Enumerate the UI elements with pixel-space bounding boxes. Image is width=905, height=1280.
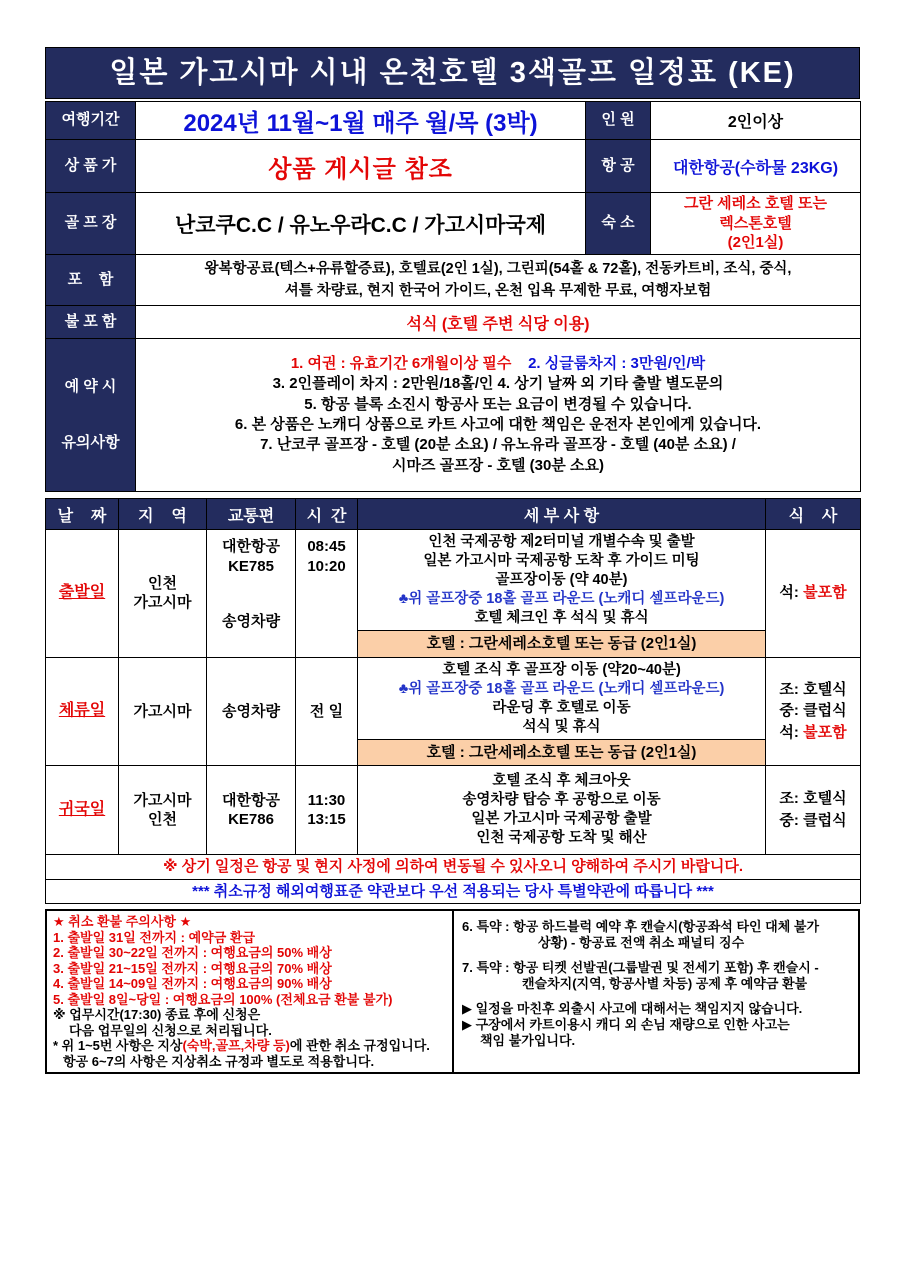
lodging-line: 그란 세레소 호텔 또는 [684,195,827,213]
schedule-table [45,498,861,904]
price-value: 상품 게시글 참조 [136,140,586,193]
pax-value: 2인이상 [651,102,861,140]
special-term-7: 7. 특약 : 항공 티켓 선발권(그룹발권 및 전세기 포함) 후 캔슬시 - 캔슬차지(지역, 항공사별 차등) 공제 후 예약금 환불 [462,960,819,991]
refund-rule-2: 2. 출발일 30~22일 전까지 : 여행요금의 50% 배상 [53,945,332,960]
trip-period-value: 2024년 11월~1월 매주 월/목 (3박) [136,102,586,140]
header-time: 시 간 [296,499,358,530]
booking-notes-label-line: 유의사항 [61,433,120,451]
booking-notes-label [46,339,136,492]
lodging-line: 렉스톤호텔 [719,214,792,232]
office-hours-note-2: 다음 업무일의 신청으로 처리됩니다. [69,1022,272,1038]
page-title: 일본 가고시마 시내 온천호텔 3색골프 일정표 (KE) [45,47,860,99]
itinerary-document [45,47,860,1074]
detail-line: 석식 및 휴식 [522,718,601,735]
liability-note-2-cont: 책임 불가입니다. [480,1033,576,1048]
notice-cancellation-terms: *** 취소규정 해외여행표준 약관보다 우선 적용되는 당사 특별약관에 따릅니다 *** [46,880,861,904]
booking-notes-label-line: 예 약 시 [64,377,117,395]
cancellation-refund-policy [47,911,454,1072]
header-meals: 식 사 [766,499,861,530]
office-hours-note-1: ※ 업무시간(17:30) 종료 후에 신청은 [53,1007,261,1022]
day-stay: 체류일 [46,657,119,766]
note-line-1: 1. 여권 : 유효기간 6개월이상 필수 2. 싱글룸차지 : 3만원/인/박 [290,354,706,372]
refund-rule-4: 4. 출발일 14~09일 전까지 : 여행요금의 90% 배상 [53,976,332,991]
meals-departure: 석: 불포함 [766,530,861,658]
detail-line: 일본 가고시마 국제공항 출발 [471,811,652,827]
time-departure: 08:45 10:20 [296,530,358,658]
details-departure [358,530,766,658]
row-excluded [46,306,861,339]
booking-notes-value [136,339,861,492]
pax-label: 인 원 [586,102,651,140]
included-line: 왕복항공료(텍스+유류할증료), 호텔료(2인 1실), 그린피(54홀 & 72홀), 전동카트비, 조식, 중식, [204,260,792,277]
cancellation-title: ★ 취소 환불 주의사항 ★ [53,914,192,929]
refund-rule-3: 3. 출발일 21~15일 전까지 : 여행요금의 70% 배상 [53,960,332,976]
included-label: 포 함 [46,255,136,306]
refund-rule-5: 5. 출발일 8일~당일 : 여행요금의 100% (전체요금 환불 불가) [53,991,393,1007]
schedule-row-departure [46,530,861,658]
note-line-5: 7. 난코쿠 골프장 - 호텔 (20분 소요) / 유노유라 골프장 - 호텔 (40분 소요) / [260,436,736,454]
airline-label: 항 공 [586,140,651,193]
region-stay: 가고시마 [119,657,207,766]
included-line: 셔틀 차량료, 현지 한국어 가이드, 온천 입욕 무제한 무료, 여행자보험 [284,283,712,299]
trip-period-label: 여행기간 [46,102,136,140]
details-stay [358,657,766,766]
included-value [136,255,861,306]
header-region: 지 역 [119,499,207,530]
header-transport: 교통편 [207,499,296,530]
note-line-2: 3. 2인플레이 차지 : 2만원/18홀/인 4. 상기 날짜 외 기타 출발 별도문의 [272,375,724,393]
hotel-highlight-stay: 호텔 : 그란세레소호텔 또는 동급 (2인1실) [358,739,765,766]
meals-stay: 조: 호텔식 중: 클럽식 석: 불포함 [766,657,861,766]
liability-note-1: ▶ 일정을 마친후 외출시 사고에 대해서는 책임지지 않습니다. [462,1001,803,1016]
note-line-3: 5. 항공 블록 소진시 항공사 또는 요금이 변경될 수 있습니다. [304,395,692,413]
excluded-label: 불 포 함 [46,306,136,339]
footer-terms [45,909,860,1074]
meals-return: 조: 호텔식 중: 클럽식 [766,766,861,855]
schedule-header-row [46,499,861,530]
refund-rule-1: 1. 출발일 31일 전까지 : 예약금 환급 [53,929,255,945]
detail-line-golf-round: ♣위 골프장중 18홀 골프 라운드 (노캐디 셀프라운드) [398,591,725,607]
air-rule-note: 항공 6~7의 사항은 지상취소 규정과 별도로 적용합니다. [63,1053,375,1069]
golf-label: 골 프 장 [46,193,136,255]
time-return: 11:30 13:15 [296,766,358,855]
transport-departure: 대한항공 KE785 송영차량 [207,530,296,658]
airline-value: 대한항공(수하물 23KG) [651,140,861,193]
ground-rule-note: * 위 1~5번 사항은 지상(숙박,골프,차량 등)에 관한 취소 규정입니다. [53,1038,430,1053]
detail-line: 일본 가고시마 국제공항 도착 후 가이드 미팅 [423,553,700,569]
lodging-line: (2인1실) [727,234,784,252]
detail-line: 호텔 조식 후 골프장 이동 (약20~40분) [442,661,681,678]
schedule-row-return [46,766,861,855]
row-price [46,140,861,193]
golf-value: 난코쿠C.C / 유노우라C.C / 가고시마국제 [136,193,586,255]
row-included [46,255,861,306]
special-terms [454,911,858,1072]
day-return: 귀국일 [46,766,119,855]
region-departure: 인천 가고시마 [119,530,207,658]
lodging-value [651,193,861,255]
row-trip-period [46,102,861,140]
detail-line: 호텔 체크인 후 석식 및 휴식 [474,610,649,626]
detail-line: 인천 국제공항 제2터미널 개별수속 및 출발 [428,534,695,550]
detail-line: 호텔 조식 후 체크아웃 [492,773,631,789]
transport-return: 대한항공 KE786 [207,766,296,855]
detail-line: 인천 국제공항 도착 및 해산 [476,830,647,846]
detail-line: 라운딩 후 호텔로 이동 [492,699,631,716]
note-line-4: 6. 본 상품은 노캐디 상품으로 카트 사고에 대한 책임은 운전자 본인에게 있습니다. [234,416,762,433]
note-line-6: 시마즈 골프장 - 호텔 (30분 소요) [392,456,604,474]
header-date: 날 짜 [46,499,119,530]
liability-note-2: ▶ 구장에서 카트이용시 캐디 외 손님 재량으로 인한 사고는 [462,1017,790,1032]
liability-notes [462,1001,850,1049]
detail-line: 골프장이동 (약 40분) [495,572,628,588]
details-return [358,766,766,855]
row-booking-notes [46,339,861,492]
time-stay: 전 일 [296,657,358,766]
header-details: 세 부 사 항 [358,499,766,530]
special-term-6: 6. 특약 : 항공 하드블럭 예약 후 캔슬시(항공좌석 타인 대체 불가 상황) - 항공료 전액 취소 패널티 징수 [462,919,820,950]
row-golf-course [46,193,861,255]
excluded-value: 석식 (호텔 주변 식당 이용) [136,306,861,339]
trip-info-table [45,101,861,492]
detail-line-golf-round: ♣위 골프장중 18홀 골프 라운드 (노캐디 셀프라운드) [398,680,725,697]
region-return: 가고시마 인천 [119,766,207,855]
price-label: 상 품 가 [46,140,136,193]
transport-stay: 송영차량 [207,657,296,766]
day-departure: 출발일 [46,530,119,658]
hotel-highlight-departure: 호텔 : 그란세레소호텔 또는 동급 (2인1실) [358,630,765,657]
notice-schedule-change: ※ 상기 일정은 항공 및 현지 사정에 의하여 변동될 수 있사오니 양해하여 주시기 바랍니다. [46,855,861,880]
detail-line: 송영차량 탑승 후 공항으로 이동 [462,792,661,808]
lodging-label: 숙 소 [586,193,651,255]
schedule-row-stay [46,657,861,766]
